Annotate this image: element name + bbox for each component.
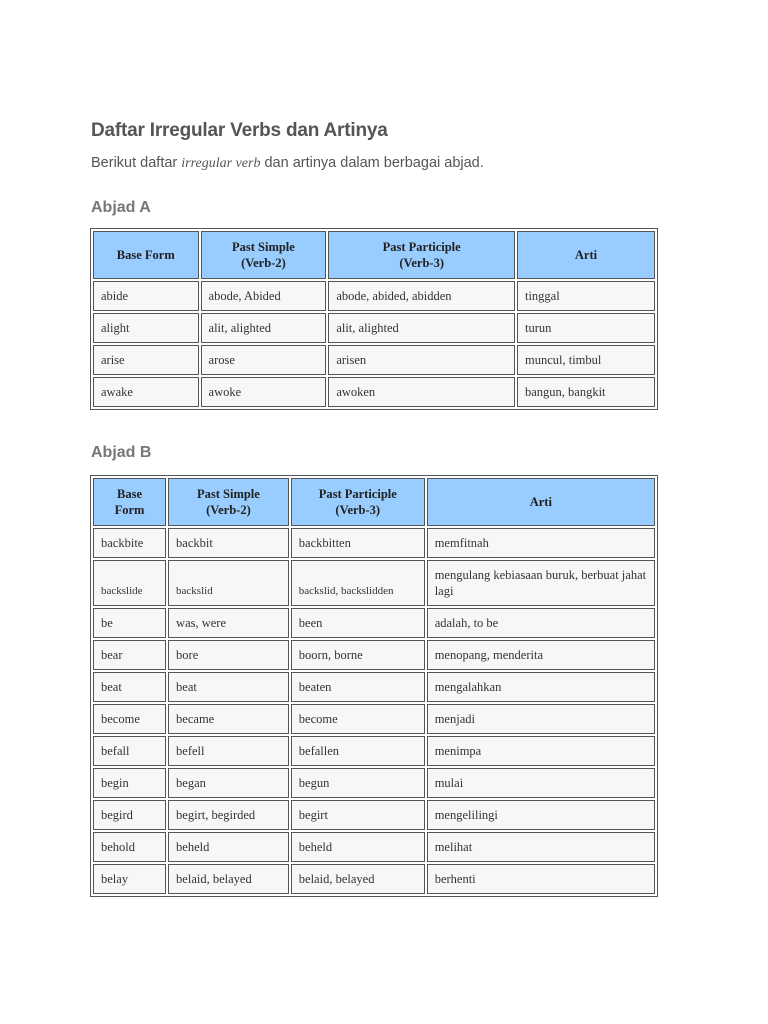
cell-past-participle: begun [291, 768, 425, 798]
intro-text-start: Berikut daftar [91, 155, 182, 171]
cell-base-form: arise [93, 345, 199, 375]
table-row [93, 704, 655, 734]
cell-past-simple: belaid, belayed [168, 864, 289, 894]
table-row [93, 672, 655, 702]
table-row [93, 800, 655, 830]
cell-base-form: alight [93, 313, 199, 343]
cell-past-simple: was, were [168, 608, 289, 638]
cell-past-simple: bore [168, 640, 289, 670]
column-header-base-form: Base Form [93, 231, 199, 279]
header-row [93, 231, 655, 279]
table-row [93, 281, 655, 311]
column-header-arti: Arti [427, 478, 655, 526]
column-header-base-form: Base Form [93, 478, 166, 526]
column-header-past-participle: Past Participle (Verb-3) [291, 478, 425, 526]
table-body [93, 528, 655, 894]
table-row [93, 345, 655, 375]
cell-past-participle: beheld [291, 832, 425, 862]
cell-base-form: begird [93, 800, 166, 830]
cell-base-form: abide [93, 281, 199, 311]
intro-text [91, 155, 484, 172]
table-row [93, 608, 655, 638]
column-header-past-simple: Past Simple (Verb-2) [168, 478, 289, 526]
cell-base-form: beat [93, 672, 166, 702]
cell-base-form: bear [93, 640, 166, 670]
cell-past-participle: arisen [328, 345, 515, 375]
cell-past-participle: belaid, belayed [291, 864, 425, 894]
table-row [93, 768, 655, 798]
cell-base-form: belay [93, 864, 166, 894]
cell-arti: bangun, bangkit [517, 377, 655, 407]
table-row [93, 640, 655, 670]
column-header-arti: Arti [517, 231, 655, 279]
cell-past-simple: beat [168, 672, 289, 702]
cell-past-simple: befell [168, 736, 289, 766]
cell-arti: tinggal [517, 281, 655, 311]
table-row [93, 560, 655, 606]
cell-base-form: begin [93, 768, 166, 798]
cell-arti: muncul, timbul [517, 345, 655, 375]
cell-past-simple: backbit [168, 528, 289, 558]
cell-past-simple: began [168, 768, 289, 798]
section-heading-abjad-b: Abjad B [91, 444, 152, 461]
table-row [93, 377, 655, 407]
cell-arti: berhenti [427, 864, 655, 894]
cell-base-form: backbite [93, 528, 166, 558]
table-header [93, 231, 655, 279]
intro-text-end: dan artinya dalam berbagai abjad. [260, 155, 484, 171]
cell-arti: menimpa [427, 736, 655, 766]
cell-base-form: backslide [93, 560, 166, 606]
table-header [93, 478, 655, 526]
cell-past-participle: become [291, 704, 425, 734]
cell-past-simple: became [168, 704, 289, 734]
table-row [93, 832, 655, 862]
cell-past-simple: awoke [201, 377, 327, 407]
column-header-past-participle: Past Participle (Verb-3) [328, 231, 515, 279]
table-row [93, 864, 655, 894]
cell-arti: melihat [427, 832, 655, 862]
cell-past-participle: beaten [291, 672, 425, 702]
header-row [93, 478, 655, 526]
cell-arti: memfitnah [427, 528, 655, 558]
verb-table-abjad-a [90, 228, 658, 410]
section-heading-abjad-a: Abjad A [91, 199, 151, 216]
cell-past-participle: abode, abided, abidden [328, 281, 515, 311]
cell-arti: menopang, menderita [427, 640, 655, 670]
cell-past-participle: boorn, borne [291, 640, 425, 670]
cell-arti: adalah, to be [427, 608, 655, 638]
cell-base-form: be [93, 608, 166, 638]
cell-past-simple: backslid [168, 560, 289, 606]
verb-table-abjad-b [90, 475, 658, 897]
cell-arti: mengalahkan [427, 672, 655, 702]
column-header-past-simple: Past Simple (Verb-2) [201, 231, 327, 279]
cell-past-simple: begirt, begirded [168, 800, 289, 830]
cell-base-form: become [93, 704, 166, 734]
table-body [93, 281, 655, 407]
cell-past-participle: backbitten [291, 528, 425, 558]
table-row [93, 528, 655, 558]
cell-arti: mulai [427, 768, 655, 798]
cell-past-simple: arose [201, 345, 327, 375]
cell-past-participle: backslid, backslidden [291, 560, 425, 606]
intro-emphasis: irregular verb [181, 156, 261, 171]
cell-past-simple: abode, Abided [201, 281, 327, 311]
cell-past-participle: awoken [328, 377, 515, 407]
page-title: Daftar Irregular Verbs dan Artinya [91, 120, 388, 141]
cell-past-participle: been [291, 608, 425, 638]
cell-base-form: befall [93, 736, 166, 766]
cell-past-participle: befallen [291, 736, 425, 766]
cell-arti: mengelilingi [427, 800, 655, 830]
cell-base-form: awake [93, 377, 199, 407]
cell-past-simple: alit, alighted [201, 313, 327, 343]
cell-past-participle: alit, alighted [328, 313, 515, 343]
cell-past-simple: beheld [168, 832, 289, 862]
cell-arti: menjadi [427, 704, 655, 734]
cell-arti: turun [517, 313, 655, 343]
table-row [93, 313, 655, 343]
cell-past-participle: begirt [291, 800, 425, 830]
cell-arti: mengulang kebiasaan buruk, berbuat jahat lagi [427, 560, 655, 606]
table-row [93, 736, 655, 766]
cell-base-form: behold [93, 832, 166, 862]
